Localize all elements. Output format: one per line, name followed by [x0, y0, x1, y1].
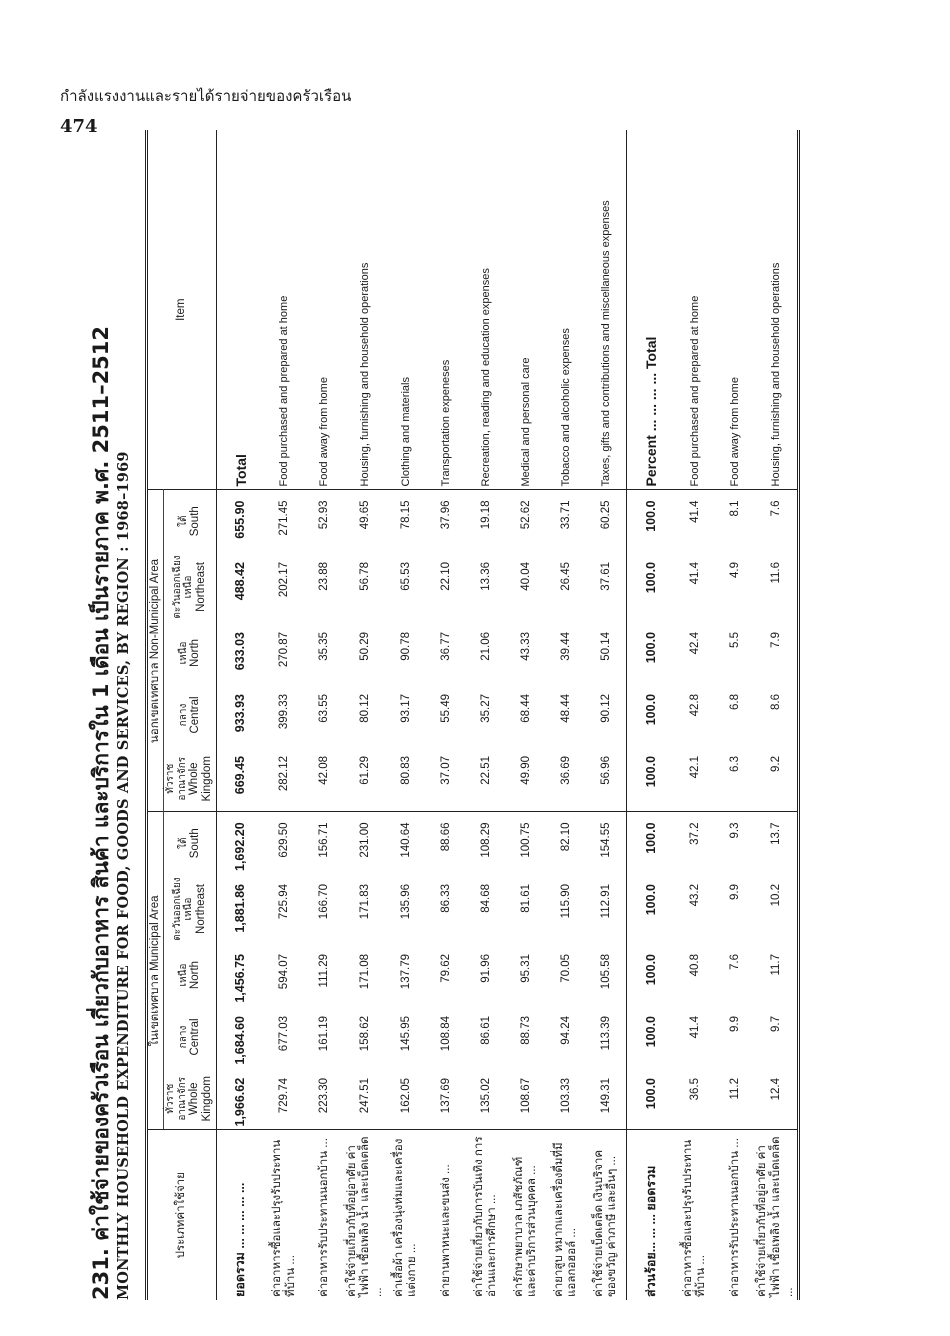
table-cell: 79.62 — [439, 954, 452, 983]
table-cell: 108.67 — [519, 1078, 532, 1114]
table-cell: 655.90 — [216, 490, 265, 552]
table-cell: 135.02 — [479, 1078, 492, 1114]
table-cell: 105.58 — [599, 954, 612, 990]
table-row — [345, 130, 387, 1300]
table-cell: 39.44 — [559, 631, 572, 661]
header-non-municipal-area: นอกเขตเทศบาล Non-Municipal Area — [147, 490, 164, 812]
table-cell: 13.7 — [755, 812, 798, 874]
header-item-thai: ประเภทค่าใช้จ่าย — [147, 1130, 217, 1300]
table-cell: 488.42 — [233, 561, 248, 601]
table-cell: 9.9 — [728, 884, 741, 900]
region-label-english: Northeast — [194, 884, 207, 934]
table-cell: 43.2 — [688, 884, 701, 907]
table-cell: 100.0 — [627, 746, 676, 812]
region-label-thai: ทั่วราชอาณาจักร — [165, 756, 188, 801]
table-cell: 100.0 — [627, 874, 676, 944]
table-cell: 594.07 — [278, 954, 291, 990]
table-cell: 88.73 — [519, 1016, 532, 1045]
table-cell: 52.62 — [506, 490, 546, 552]
table-cell: 41.4 — [675, 490, 715, 552]
table-cell: 11.2 — [728, 1078, 741, 1100]
running-header: กำลังแรงงานและรายได้รายจ่ายของครัวเรือน — [60, 87, 352, 105]
row-label-thai: ค่ารักษาพยาบาล เภสัชภัณฑ์ และค่าบริการส่วนบุคคล ... — [506, 1130, 546, 1300]
table-row — [466, 130, 506, 1300]
table-cell: 171.83 — [358, 884, 371, 920]
table-cell: 68.44 — [519, 693, 532, 723]
table-cell: 7.6 — [728, 954, 741, 970]
table-cell: 9.3 — [715, 812, 755, 874]
region-label-thai: ใต้ — [177, 515, 189, 527]
table-cell: 154.55 — [586, 812, 627, 874]
region-label-english: South — [189, 506, 202, 537]
table-cell: 729.74 — [278, 1078, 291, 1114]
row-label-english: Total — [232, 454, 249, 487]
table-row — [265, 130, 305, 1300]
region-label-thai: ตะวันออกเฉียงเหนือ — [171, 877, 195, 941]
table-cell: 70.05 — [559, 954, 572, 983]
header-region-south — [164, 490, 216, 552]
table-row — [586, 130, 627, 1300]
table-cell: 80.83 — [399, 755, 412, 785]
table-cell: 9.9 — [728, 1016, 741, 1032]
header-region-whole-kingdom — [164, 746, 216, 812]
row-label-english: Housing, furnishing and household operations — [359, 262, 372, 487]
table-cell: 6.8 — [728, 693, 741, 710]
table-cell: 50.29 — [358, 631, 371, 661]
table-cell: 82.10 — [546, 812, 586, 874]
table-cell: 90.78 — [399, 631, 412, 661]
header-region-central — [164, 1006, 216, 1068]
table-cell: 37.07 — [439, 755, 452, 785]
table-cell: 115.90 — [559, 884, 572, 919]
table-cell: 677.03 — [278, 1016, 291, 1052]
header-region-north — [164, 622, 216, 684]
table-cell: 63.55 — [318, 693, 331, 723]
table-cell: 91.96 — [479, 954, 492, 983]
table-cell: 399.33 — [278, 693, 291, 730]
table-cell: 11.6 — [755, 552, 798, 622]
table-cell: 86.61 — [479, 1016, 492, 1045]
table-cell: 933.93 — [233, 693, 248, 733]
row-label-english: Medical and personal care — [519, 357, 532, 487]
table-cell: 94.24 — [559, 1016, 572, 1045]
page-number: 474 — [60, 116, 98, 137]
table-cell: 108.29 — [466, 812, 506, 874]
table-cell: 103.33 — [559, 1078, 572, 1114]
table-cell: 629.50 — [265, 812, 305, 874]
table-cell: 49.90 — [519, 755, 532, 785]
table-cell: 100.0 — [627, 684, 676, 746]
table-cell: 86.33 — [439, 884, 452, 913]
region-label-thai: ใต้ — [177, 837, 189, 849]
table-cell: 5.5 — [728, 631, 741, 648]
table-cell: 36.69 — [559, 755, 572, 785]
table-cell: 10.2 — [755, 874, 798, 944]
table-cell: 1,692.20 — [216, 812, 265, 874]
table-cell: 100.0 — [627, 812, 676, 874]
table-cell: 108.84 — [439, 1016, 452, 1052]
table-cell: 4.9 — [728, 561, 741, 578]
table-cell: 22.51 — [479, 755, 492, 785]
header-region-whole-kingdom — [164, 1068, 216, 1130]
header-municipal-area: ในเขตเทศบาล Municipal Area — [147, 812, 164, 1130]
table-cell: 100.0 — [627, 490, 676, 552]
table-cell: 48.44 — [559, 693, 572, 723]
row-label-english: Food away from home — [728, 377, 741, 487]
table-cell: 13.36 — [479, 561, 492, 591]
row-label-english: Recreation, reading and education expenses — [479, 268, 492, 487]
region-label-thai: ตะวันออกเฉียงเหนือ — [171, 555, 195, 619]
table-row — [305, 130, 345, 1300]
table-cell: 40.8 — [688, 954, 701, 977]
table-cell: 100.0 — [627, 1068, 676, 1130]
row-label-thai: ค่ายาสูบ หมากและเครื่องดื่มที่มีแอลกอฮอล์ ... — [546, 1130, 586, 1300]
table-cell: 231.00 — [345, 812, 387, 874]
table-cell: 95.31 — [519, 954, 532, 983]
table-cell: 149.31 — [599, 1078, 612, 1114]
table-cell: 26.45 — [559, 561, 572, 591]
table-row — [216, 130, 265, 1300]
table-row — [675, 130, 715, 1300]
table-row — [715, 130, 755, 1300]
table-cell: 21.06 — [479, 631, 492, 661]
region-label-english: Whole Kingdom — [188, 756, 214, 802]
table-cell: 202.17 — [278, 561, 291, 598]
region-label-english: North — [189, 638, 202, 668]
table-cell: 35.35 — [318, 631, 331, 661]
row-label-thai: ค่าอาหารรับประทานนอกบ้าน ... — [715, 1130, 755, 1300]
region-label-english: Northeast — [194, 562, 207, 612]
table-cell: 12.4 — [755, 1068, 798, 1130]
row-label-english: Tobacco and alcoholic expenses — [559, 328, 572, 487]
table-cell: 88.66 — [426, 812, 466, 874]
region-label-thai: กลาง — [177, 703, 189, 727]
table-cell: 247.51 — [358, 1078, 371, 1114]
row-label-thai: ค่ายานพาหนะและขนส่ง ... — [426, 1130, 466, 1300]
table-cell: 8.1 — [715, 490, 755, 552]
table-row — [755, 130, 798, 1300]
table-cell: 112.91 — [599, 884, 612, 919]
row-label-thai: ยอดรวม ... ... ... ... ... — [216, 1130, 265, 1300]
table-cell: 111.29 — [318, 954, 331, 988]
table-cell: 156.71 — [305, 812, 345, 874]
rotated-table-region — [85, 130, 885, 1300]
region-label-english: Central — [189, 1018, 202, 1056]
table-cell: 90.12 — [599, 693, 612, 723]
table-cell: 1,966.62 — [233, 1077, 248, 1127]
table-cell: 41.4 — [688, 561, 701, 585]
region-label-thai: เหนือ — [177, 641, 189, 665]
header-region-north — [164, 944, 216, 1006]
table-cell: 41.4 — [688, 1016, 701, 1039]
header-region-northeast — [164, 552, 216, 622]
row-label-thai: ค่าอาหารซื้อและปรุงรับประทานที่บ้าน ... — [265, 1130, 305, 1300]
table-cell: 42.08 — [318, 755, 331, 785]
table-cell: 725.94 — [278, 884, 291, 920]
table-cell: 37.2 — [675, 812, 715, 874]
table-title-english: MONTHLY HOUSEHOLD EXPENDITURE FOR FOOD, GOODS AND SERVICES, BY REGION : 1968–1969 — [115, 451, 132, 1300]
header-region-central — [164, 684, 216, 746]
table-cell: 42.4 — [688, 631, 701, 655]
region-label-thai: กลาง — [177, 1025, 189, 1049]
table-cell: 1,456.75 — [233, 954, 248, 1003]
table-cell: 100.0 — [627, 622, 676, 684]
table-cell: 36.5 — [688, 1078, 701, 1101]
table-cell: 80.12 — [358, 693, 371, 723]
table-cell: 9.7 — [755, 1006, 798, 1068]
table-cell: 161.19 — [318, 1016, 331, 1052]
table-cell: 55.49 — [439, 693, 452, 723]
table-cell: 93.17 — [399, 693, 412, 723]
table-cell: 1,881.86 — [233, 884, 248, 933]
table-cell: 9.2 — [755, 746, 798, 812]
region-label-thai: เหนือ — [177, 963, 189, 987]
table-row — [506, 130, 546, 1300]
table-cell: 81.61 — [519, 884, 532, 913]
table-cell: 669.45 — [233, 755, 248, 795]
region-label-english: Central — [189, 696, 202, 734]
header-region-south — [164, 812, 216, 874]
region-label-thai: ทั่วราชอาณาจักร — [165, 1076, 188, 1121]
table-cell: 100.0 — [627, 1006, 676, 1068]
table-cell: 140.64 — [386, 812, 426, 874]
table-cell: 35.27 — [479, 693, 492, 723]
table-title-thai: 231. ค่าใช้จ่ายของครัวเรือน เกี่ยวกับอาหาร สินค้า และบริการใน 1 เดือน เป็นรายภาค พ.ศ. 2511–2512 — [89, 325, 113, 1300]
table-row — [386, 130, 426, 1300]
row-label-english: Transportation expeneses — [439, 359, 452, 487]
table-cell: 7.6 — [755, 490, 798, 552]
table-cell: 100.0 — [627, 944, 676, 1006]
table-cell: 100.0 — [627, 552, 676, 622]
table-cell: 37.96 — [426, 490, 466, 552]
row-label-thai: ค่าใช้จ่ายเกี่ยวกับที่อยู่อาศัย ค่าไฟฟ้า เชื้อเพลิง น้ำ และเบ็ดเตล็ด ... — [755, 1130, 798, 1300]
row-label-thai: ค่าใช้จ่ายเกี่ยวกับการบันเทิง การอ่านและการศึกษา ... — [466, 1130, 506, 1300]
table-cell: 78.15 — [386, 490, 426, 552]
table-cell: 60.25 — [586, 490, 627, 552]
row-label-thai: ค่าอาหารซื้อและปรุงรับประทานที่บ้าน ... — [675, 1130, 715, 1300]
row-label-english: Percent ... ... ... ... Total — [627, 130, 676, 490]
row-label-thai: ค่าอาหารรับประทานนอกบ้าน ... — [305, 1130, 345, 1300]
table-cell: 42.1 — [688, 755, 701, 779]
table-cell: 19.18 — [466, 490, 506, 552]
table-cell: 84.68 — [479, 884, 492, 913]
table-cell: 137.69 — [439, 1078, 452, 1114]
table-cell: 49.65 — [345, 490, 387, 552]
row-label-thai: ส่วนร้อย... ... ... ยอดรวม — [627, 1130, 676, 1300]
table-cell: 633.03 — [233, 631, 248, 671]
region-label-english: North — [189, 960, 202, 990]
header-region-northeast — [164, 874, 216, 944]
table-cell: 23.88 — [318, 561, 331, 591]
table-row — [546, 130, 586, 1300]
row-label-thai: ค่าใช้จ่ายเกี่ยวกับที่อยู่อาศัย ค่าไฟฟ้า เชื้อเพลิง น้ำ และเบ็ดเตล็ด ... — [345, 1130, 387, 1300]
row-label-english: Food purchased and prepared at home — [688, 295, 701, 487]
table-cell: 22.10 — [439, 561, 452, 591]
region-label-english: Whole Kingdom — [188, 1076, 214, 1122]
table-cell: 37.61 — [599, 561, 612, 591]
table-cell: 166.70 — [318, 884, 331, 920]
table-cell: 1,684.60 — [233, 1016, 248, 1065]
table-cell: 42.8 — [688, 693, 701, 717]
table-cell: 137.79 — [399, 954, 412, 990]
table-cell: 6.3 — [728, 755, 741, 772]
table-cell: 145.95 — [399, 1016, 412, 1052]
table-cell: 162.05 — [399, 1078, 412, 1114]
header-item-english: Item — [147, 130, 217, 490]
table-cell: 282.12 — [278, 755, 291, 792]
row-label-english: Food away from home — [318, 377, 331, 487]
table-cell: 7.9 — [755, 622, 798, 684]
table-cell: 100.75 — [506, 812, 546, 874]
table-row — [426, 130, 466, 1300]
region-label-english: South — [189, 828, 202, 859]
row-label-english: Clothing and materials — [399, 377, 412, 487]
row-label-thai: ค่าเสื้อผ้า เครื่องนุ่งห่มและเครื่องแต่งกาย ... — [386, 1130, 426, 1300]
table-cell: 43.33 — [519, 631, 532, 661]
expenditure-table — [145, 130, 800, 1300]
table-row — [627, 130, 676, 1300]
table-cell: 223.30 — [318, 1078, 331, 1114]
table-cell: 61.29 — [358, 755, 371, 785]
table-cell: 56.96 — [599, 755, 612, 785]
table-cell: 135.96 — [399, 884, 412, 920]
row-label-english: Housing, furnishing and household operations — [755, 130, 798, 490]
row-label-english: Food purchased and prepared at home — [278, 295, 291, 487]
table-cell: 56.78 — [358, 561, 371, 591]
table-cell: 33.71 — [546, 490, 586, 552]
table-cell: 271.45 — [265, 490, 305, 552]
table-cell: 8.6 — [755, 684, 798, 746]
table-cell: 52.93 — [305, 490, 345, 552]
table-cell: 11.7 — [755, 944, 798, 1006]
table-cell: 158.62 — [358, 1016, 371, 1052]
table-cell: 36.77 — [439, 631, 452, 661]
row-label-thai: ค่าใช้จ่ายเบ็ดเตล็ด เงินบริจาค ของขวัญ ค่าภาษี และอื่นๆ ... — [586, 1130, 627, 1300]
table-cell: 270.87 — [278, 631, 291, 668]
table-cell: 113.39 — [599, 1016, 612, 1051]
table-cell: 171.08 — [358, 954, 371, 990]
table-cell: 40.04 — [519, 561, 532, 591]
table-cell: 65.53 — [399, 561, 412, 591]
table-cell: 50.14 — [599, 631, 612, 661]
row-label-english: Taxes, gifts and contributions and miscellaneous expenses — [599, 200, 612, 487]
